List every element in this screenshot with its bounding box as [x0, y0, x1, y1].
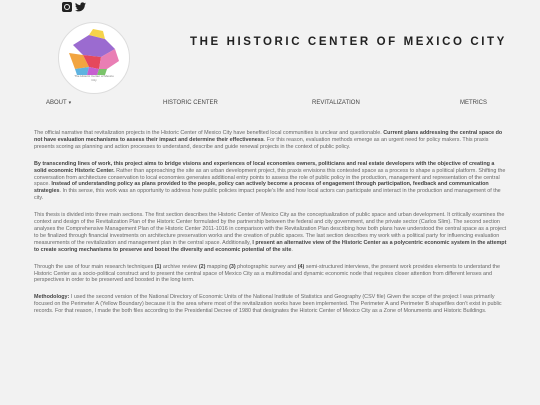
text-span: I used the second version of the National Directory of Economic Units of the National Institute of Statistics and Geography (CSV file) Given the scope of the project I was primarily focused on the Perimeter A (Yellow Boundary) because it is the area where most of the revitalization works have been implemented. The Perimeter A and Perimeter B shapefiles don't exist in public records. For that reason, I made the both files according to the Presidential Decree of 1980 that designates the Historic Center of Mexico City as a Zone of Monuments and Historic Buildings. [34, 294, 502, 315]
intro-paragraph [34, 130, 508, 151]
main-content [34, 130, 508, 325]
instagram-icon[interactable] [62, 2, 72, 12]
nav-metrics[interactable]: METRICS [460, 100, 487, 106]
text-span: Rather than approaching the site as an urban development project, this praxis envisions this contested space as a process to shape a political platform. Shifting the conversation from architecture conservation to local economies generates additional entry points to assess the role of public policy in the production, management and representation of the central space. [34, 167, 506, 188]
chevron-down-icon: ▾ [68, 100, 72, 106]
text-span: . In this sense, this work was an opportunity to address how public policies impact people's life and how local actors can participate and interact in the production and management of the city. [34, 188, 501, 202]
bold-text: Methodology: [34, 294, 70, 301]
text-span: The official narrative that revitalization projects in the Historic Center of Mexico City have benefited local communities is unclear and questionable. [34, 130, 384, 136]
methodology-paragraph [34, 294, 508, 315]
bold-text: (3) [229, 263, 236, 270]
text-span: archive review [161, 263, 199, 270]
nav-historic-center[interactable]: HISTORIC CENTER [163, 100, 218, 106]
bold-text: By transcending lines of work, this project aims to bridge visions and experiences of local economies owners, politicians and real estate developers with the objective of creating a solid economic Historic Center. [34, 160, 495, 174]
text-span: This thesis is divided into three main sections. The first section describes the Historic Center of Mexico City as the conceptualization of public space and urban development. It critically examines the context and design of the Revitalization Plan of the Historic Center formulated by the partnership between the federal and city government, and the private sector (Carlos Slim). The second section analyses the Comprehensive Management Plan of the Historic Center 2011-1016 in comparison with the Revitalization Plan describing how both plans have understood the central space as a project to be finalized through financial investments on architecture preservation works and the creation of public spaces. The last section describes my work with a political party for influencing evaluation measurements of the revitalization and management plan in the central space. Additionally, [34, 212, 507, 246]
site-title[interactable]: THE HISTORIC CENTER OF MEXICO CITY [190, 36, 507, 48]
text-span: photographic survey and [235, 263, 298, 270]
bold-text: (1) [154, 263, 162, 270]
bold-text: (4) [297, 263, 305, 270]
logo-caption: The Historic Center of Mexico City [74, 74, 114, 82]
structure-paragraph [34, 212, 508, 253]
text-span: . For this reason, evaluation methods emerge as an urgent need for policy makers. This praxis presents scoring as planning and action processes to understand, describe and guide renewal projects in the context of public policy. [34, 136, 489, 150]
twitter-icon[interactable] [75, 2, 85, 12]
site-logo[interactable] [58, 22, 130, 94]
text-span: . [291, 246, 293, 253]
bold-text: Instead of understanding policy as plans provided to the people, policy can actively become a process of engagement through participation, feedback and communication strategies [34, 181, 489, 195]
techniques-paragraph [34, 264, 508, 285]
social-bar [0, 0, 540, 14]
bold-text: Current plans addressing the central space do not have evaluation mechanisms to assess their impact and determine their effectiveness [34, 130, 503, 143]
bold-text: I present an alternative view of the Historic Center as a polycentric economic system in the attempt to create scoring mechanisms to preserve and boost the diversity and economic potential of the site [34, 239, 507, 253]
text-span: semi-structured interviews, the present work provides elements to understand the Historic Center as a socio-political construct and to present the central space of Mexico City as a multimodal and dynamic economic node that requires closer attention from different lenses and perspectives in order to be preserved and boosted in the long term. [34, 263, 500, 284]
nav-revitalization[interactable]: REVITALIZATION [312, 100, 360, 106]
text-span: Through the use of four main research techniques [34, 263, 155, 270]
nav-about-label: ABOUT [46, 100, 67, 106]
aim-paragraph [34, 161, 508, 202]
nav-about[interactable] [46, 100, 71, 106]
bold-text: (2) [198, 263, 206, 270]
main-nav [0, 100, 540, 112]
text-span: mapping [205, 263, 230, 270]
